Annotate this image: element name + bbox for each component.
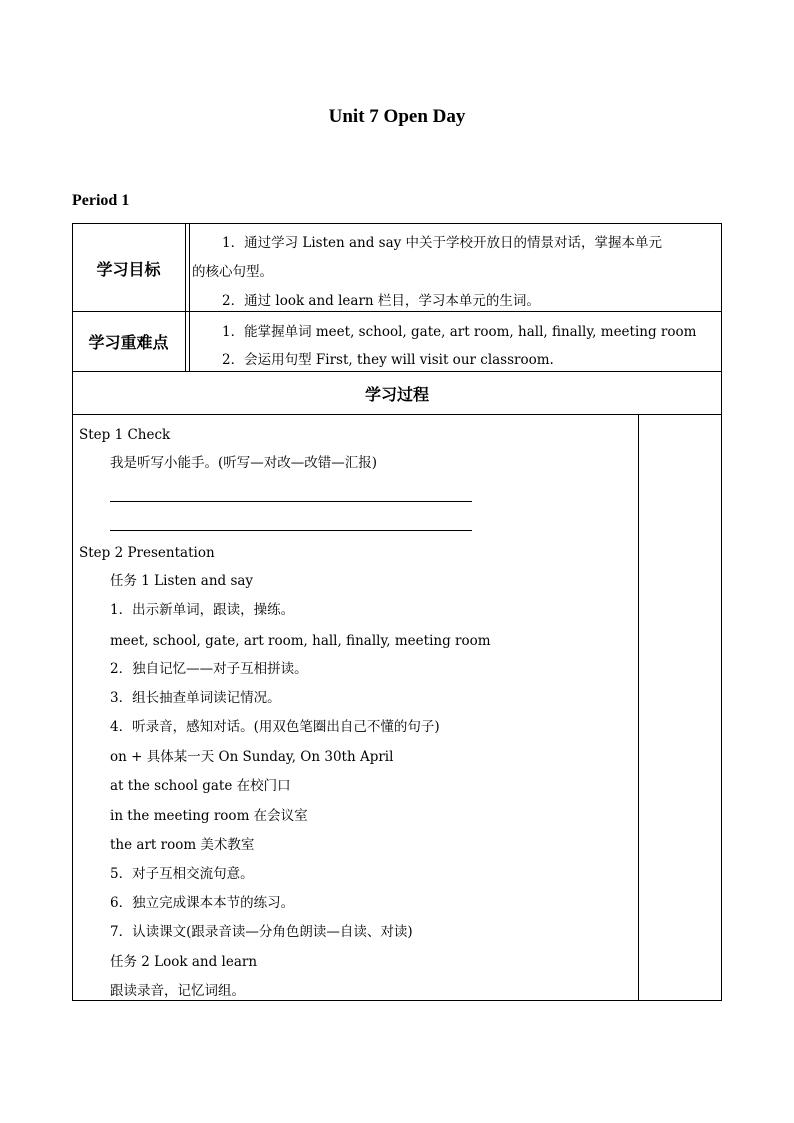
process-line: 7．认读课文(跟录音读—分角色朗读—自读、对读) (110, 924, 413, 940)
key-points-line-2: 2．会运用句型 First, they will visit our classroom. (222, 352, 554, 368)
key-points-label: 学习重难点 (88, 333, 169, 352)
process-line: Step 1 Check (79, 427, 171, 443)
table-border-right (721, 223, 722, 1001)
document-title: Unit 7 Open Day (328, 106, 466, 127)
process-header: 学习过程 (364, 385, 429, 404)
table-border-top (72, 223, 722, 224)
goals-line-2: 2．通过 look and learn 栏目，学习本单元的生词。 (222, 293, 540, 309)
process-line: at the school gate 在校门口 (110, 778, 291, 794)
process-line: 任务 1 Listen and say (110, 573, 254, 589)
goals-label: 学习目标 (96, 260, 161, 279)
goals-line-1b: 的核心句型。 (192, 264, 273, 280)
process-line: 2．独自记忆——对子互相拼读。 (110, 661, 308, 677)
table-border-row3 (72, 414, 722, 415)
table-border-notes-col (638, 414, 639, 1000)
process-line: 1．出示新单词，跟读，操练。 (110, 602, 295, 618)
table-border-bottom (72, 1000, 722, 1001)
process-line: the art room 美术教室 (110, 837, 255, 853)
table-border-row1 (72, 311, 722, 312)
process-line: Step 2 Presentation (79, 545, 215, 561)
process-line: 任务 2 Look and learn (110, 954, 258, 970)
process-line: 跟读录音，记忆词组。 (110, 983, 245, 999)
process-line: 4．听录音，感知对话。(用双色笔圈出自己不懂的句子) (110, 719, 440, 735)
goals-line-1: 1．通过学习 Listen and say 中关于学校开放日的情景对话，掌握本单元 (222, 235, 663, 251)
process-line: 6．独立完成课本本节的练习。 (110, 895, 295, 911)
table-border-label-inner (189, 223, 190, 371)
process-line: 我是听写小能手。(听写—对改—改错—汇报) (110, 455, 378, 471)
answer-blank-line (110, 501, 472, 502)
process-line: on + 具体某一天 On Sunday, On 30th April (110, 749, 394, 765)
process-line: in the meeting room 在会议室 (110, 808, 308, 824)
table-border-label-col (185, 223, 186, 371)
process-line: meet, school, gate, art room, hall, finally, meeting room (110, 633, 491, 649)
process-line: 3．组长抽查单词读记情况。 (110, 690, 281, 706)
process-line: 5．对子互相交流句意。 (110, 866, 254, 882)
lesson-table (72, 223, 722, 1001)
key-points-line-1: 1．能掌握单词 meet, school, gate, art room, hall, finally, meeting room (222, 324, 697, 340)
table-border-row2 (72, 371, 722, 372)
answer-blank-line (110, 530, 472, 531)
period-heading: Period 1 (72, 192, 130, 209)
